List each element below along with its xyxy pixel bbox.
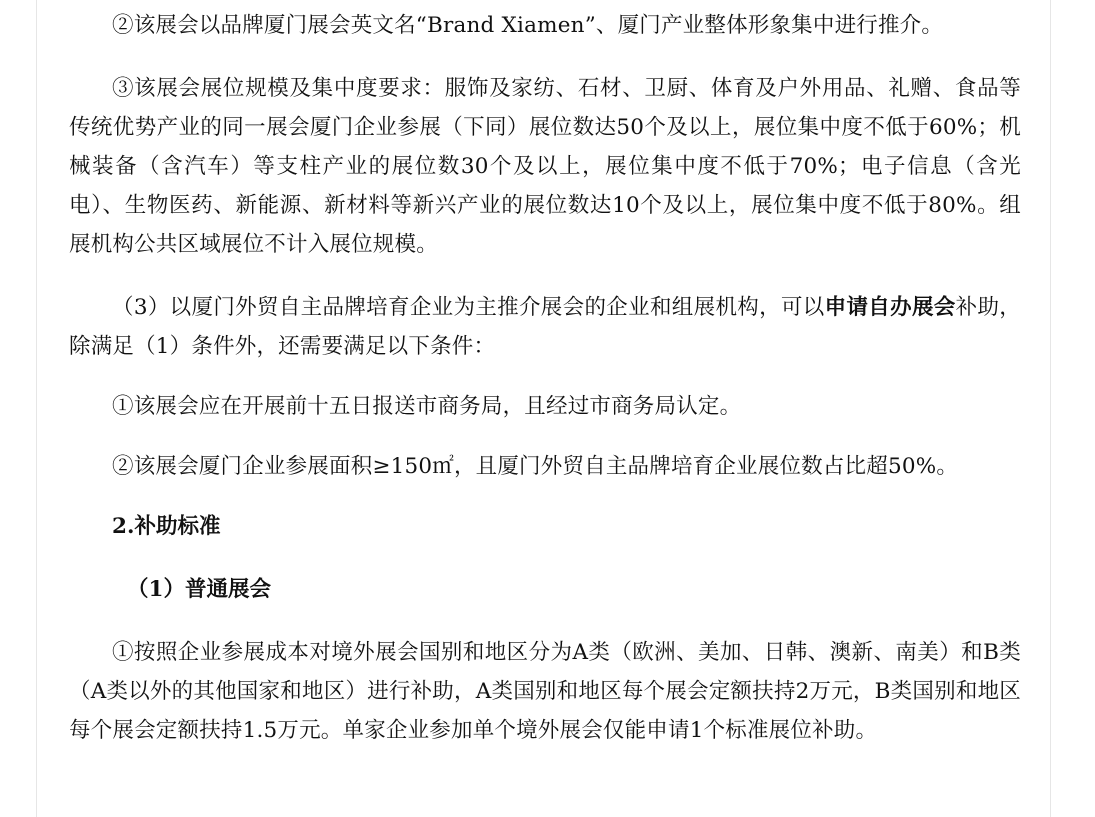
apply-self-hosted-emphasis: 申请自办展会: [824, 295, 956, 320]
page-left-border: [36, 0, 37, 817]
paragraph-brand-xiamen: ②该展会以品牌厦门展会英文名“Brand Xiamen”、厦门产业整体形象集中进行推介。: [112, 13, 944, 38]
paragraph-booth-scale: ③该展会展位规模及集中度要求：服饰及家纺、石材、卫厨、体育及户外用品、礼赠、食品等传统优势产业的同一展会厦门企业参展（下同）展位数达50个及以上，展位集中度不低于60%；机械装备（含汽车）等支柱产业的展位数30个及以上，展位集中度不低于70%；电子信息（含光电）、生物医药、新能源、新材料等新兴产业的展位数达10个及以上，展位集中度不低于80%。组展机构公共区域展位不计入展位规模。: [69, 76, 1021, 257]
section-heading-subsidy-standard: 2.补助标准: [112, 514, 221, 539]
page-right-border: [1050, 0, 1051, 817]
paragraph-self-hosted-text-end: 补助，除满足（1）条件外，还需要满足以下条件：: [69, 295, 1021, 359]
paragraph-self-hosted: [69, 288, 1021, 366]
paragraph-subsidy-categories: ①按照企业参展成本对境外展会国别和地区分为A类（欧洲、美加、日韩、澳新、南美）和B类（A类以外的其他国家和地区）进行补助，A类国别和地区每个展会定额扶持2万元，B类国别和地区每个展会定额扶持1.5万元。单家企业参加单个境外展会仅能申请1个标准展位补助。: [69, 640, 1021, 743]
subsection-heading-ordinary-exhibition: （1）普通展会: [127, 577, 272, 602]
document-body: [69, 6, 1021, 750]
paragraph-self-hosted-text: （3）以厦门外贸自主品牌培育企业为主推介展会的企业和组展机构，可以: [112, 295, 825, 320]
paragraph-area-condition: ②该展会厦门企业参展面积≥150㎡，且厦门外贸自主品牌培育企业展位数占比超50%。: [112, 454, 959, 479]
paragraph-report-condition: ①该展会应在开展前十五日报送市商务局，且经过市商务局认定。: [112, 394, 742, 419]
